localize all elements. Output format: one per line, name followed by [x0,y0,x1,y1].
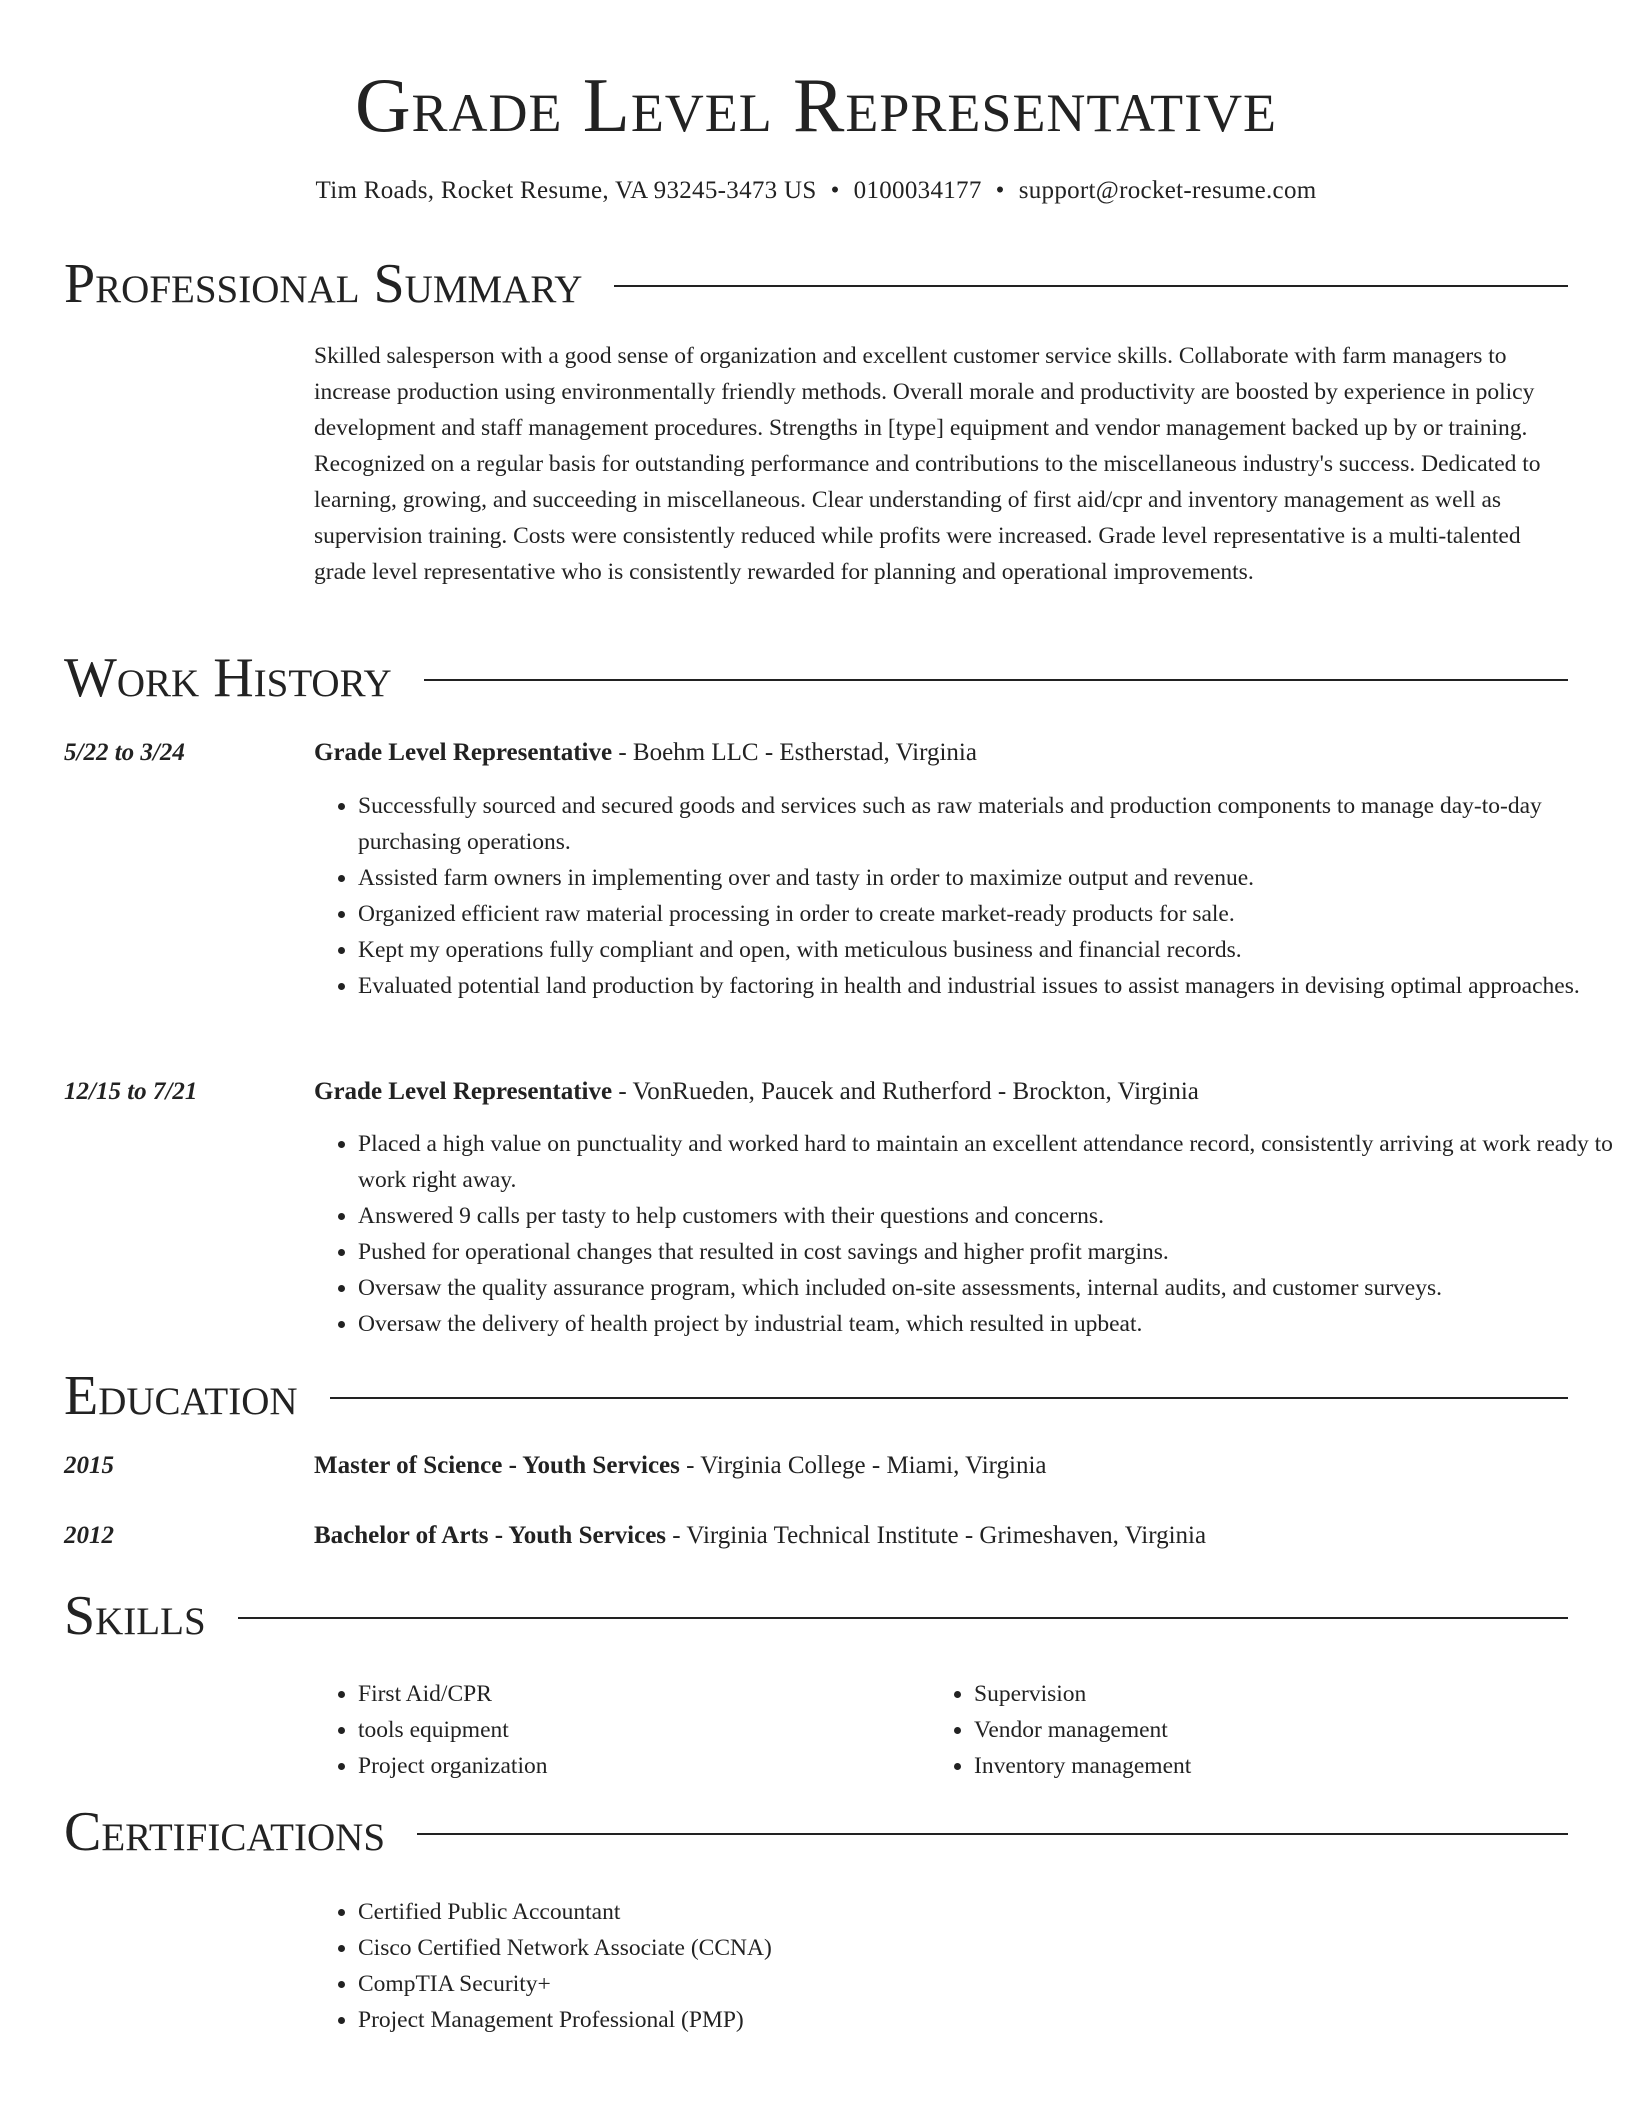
section-divider [424,679,1568,681]
education-school: - Virginia College - Miami, Virginia [679,1452,1047,1479]
certification-item: • Certified Public Accountant [358,1894,1614,1930]
job-bullet: • Oversaw the quality assurance program, which included on-site assessments, internal audits, and customer surveys. [358,1270,1614,1306]
skill-item: • Supervision [974,1676,1534,1712]
job-employer: - Boehm LLC - Estherstad, Virginia [612,739,977,766]
section-divider [238,1617,1568,1619]
education-year: 2012 [64,1522,114,1549]
contact-phone: 0100034177 [853,177,982,204]
work-history-section-heading [64,646,1568,710]
skill-item: • tools equipment [358,1712,918,1748]
contact-address: Tim Roads, Rocket Resume, VA 93245-3473 US [315,177,817,204]
education-line [314,1518,1206,1554]
skills-list-right [930,1676,1534,1784]
job-bullet-list [314,1126,1614,1342]
work-history-section-title: Work History [64,647,392,709]
education-line [314,1448,1047,1484]
section-divider [614,285,1568,287]
job-dates: 12/15 to 7/21 [64,1078,198,1105]
education-degree: Bachelor of Arts - Youth Services [314,1522,667,1549]
skill-item: • Vendor management [974,1712,1534,1748]
job-bullet: • Oversaw the delivery of health project by industrial team, which resulted in upbeat. [358,1306,1614,1342]
job-title-line [314,735,977,771]
contact-separator: • [830,177,840,204]
education-entry [64,1518,1568,1554]
job-bullet: • Assisted farm owners in implementing over and tasty in order to maximize output and revenue. [358,860,1614,896]
contact-separator: • [995,177,1005,204]
summary-section-heading [64,252,1568,316]
certifications-section-title: Certifications [64,1801,386,1863]
resume-name: Grade Level Representative [354,62,1278,148]
skill-item: • First Aid/CPR [358,1676,918,1712]
job-bullet: • Organized efficient raw material processing in order to create market-ready products for sale. [358,896,1614,932]
certification-item: • Project Management Professional (PMP) [358,2002,1614,2038]
job-bullet-list [314,788,1614,1004]
job-bullet: • Evaluated potential land production by factoring in health and industrial issues to assist managers in devising optimal approaches. [358,968,1614,1004]
job-bullet: • Successfully sourced and secured goods and services such as raw materials and production components to manage day-to-day purchasing operations. [358,788,1614,860]
job-entry-header [64,735,1568,771]
skills-section-heading [64,1584,1568,1648]
job-employer: - VonRueden, Paucek and Rutherford - Brockton, Virginia [612,1078,1199,1105]
skill-item: • Project organization [358,1748,918,1784]
job-dates: 5/22 to 3/24 [64,739,185,766]
job-bullet: • Answered 9 calls per tasty to help customers with their questions and concerns. [358,1198,1614,1234]
education-degree: Master of Science - Youth Services [314,1452,680,1479]
job-bullet: • Placed a high value on punctuality and worked hard to maintain an excellent attendance record, consistently arriving at work ready to work right away. [358,1126,1614,1198]
job-title-line [314,1074,1199,1110]
job-role: Grade Level Representative [314,739,613,766]
summary-text: Skilled salesperson with a good sense of organization and excellent customer service skills. Collaborate with farm managers to increase production using environmentally friendly methods. Overall morale and productivity are boosted by experience in policy development and staff management procedures. Strengths in [type] equipment and vendor management backed up by or training. Recognized on a regular basis for outstanding performance and contributions to the miscellaneous industry's success. Dedicated to learning, growing, and succeeding in miscellaneous. Clear understanding of first aid/cpr and inventory management as well as supervision training. Costs were consistently reduced while profits were increased. Grade level representative is a multi-talented grade level representative who is consistently rewarded for planning and operational improvements. [314,343,1541,585]
job-entry-header [64,1074,1568,1110]
education-year: 2015 [64,1452,114,1479]
education-entry [64,1448,1568,1484]
section-divider [330,1397,1568,1399]
skills-section-title: Skills [64,1585,206,1647]
education-section-heading [64,1364,1568,1428]
job-bullet: • Kept my operations fully compliant and open, with meticulous business and financial records. [358,932,1614,968]
summary-section-title: Professional Summary [64,253,583,315]
certification-item: • CompTIA Security+ [358,1966,1614,2002]
certifications-section-heading [64,1800,1568,1864]
certifications-list [314,1894,1614,2038]
section-divider [417,1833,1568,1835]
job-bullet: • Pushed for operational changes that resulted in cost savings and higher profit margins. [358,1234,1614,1270]
job-role: Grade Level Representative [314,1078,613,1105]
education-school: - Virginia Technical Institute - Grimeshaven, Virginia [666,1522,1207,1549]
skills-list-left [314,1676,918,1784]
skill-item: • Inventory management [974,1748,1534,1784]
contact-email[interactable]: support@rocket-resume.com [1018,177,1317,204]
education-section-title: Education [64,1365,298,1427]
certification-item: • Cisco Certified Network Associate (CCNA) [358,1930,1614,1966]
contact-line [0,174,1632,208]
